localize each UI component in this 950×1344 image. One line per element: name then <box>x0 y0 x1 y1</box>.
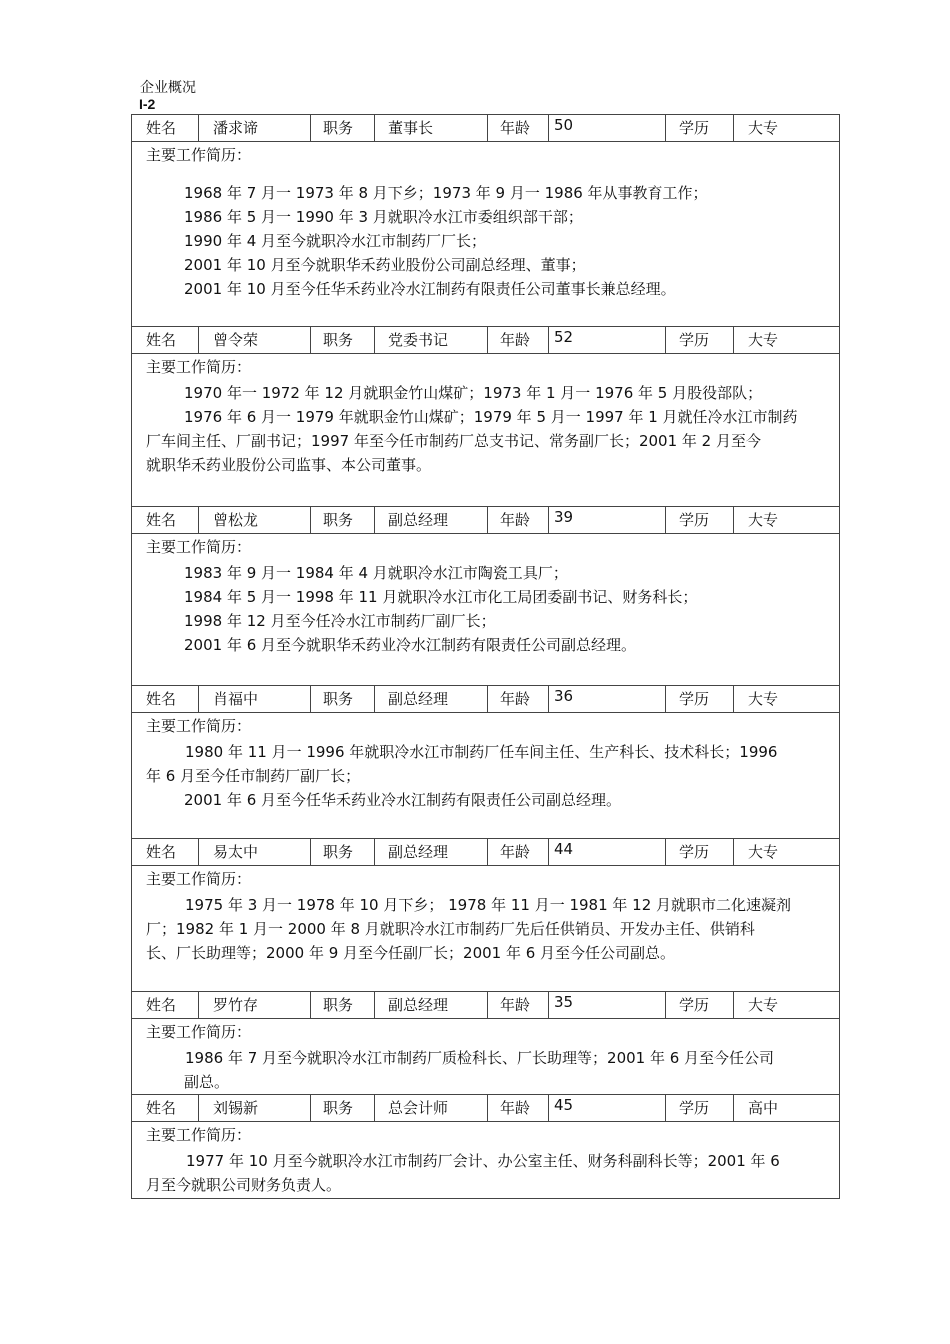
resume-line: 长、厂长助理等；2000 年 9 月至今任副厂长；2001 年 6 月至今任公司副总。 <box>146 944 676 962</box>
person-name: 刘锡新 <box>198 1095 310 1121</box>
resume-label: 主要工作简历： <box>146 358 252 376</box>
education-label: 学历 <box>665 992 733 1018</box>
person-age: 45 <box>548 1095 665 1121</box>
person-age: 39 <box>548 507 665 533</box>
position-label: 职务 <box>310 507 374 533</box>
resume-label: 主要工作简历： <box>146 538 252 556</box>
name-label: 姓名 <box>146 690 177 708</box>
person-header-row <box>132 991 839 1018</box>
age-label: 年龄 <box>487 839 548 865</box>
education-label: 学历 <box>665 1095 733 1121</box>
position-label: 职务 <box>310 992 374 1018</box>
person-position: 董事长 <box>374 115 487 141</box>
resume-line: 2001 年 6 月至今就职华禾药业冷水江制药有限责任公司副总经理。 <box>184 636 637 654</box>
resume-line: 1990 年 4 月至今就职冷水江市制药厂厂长； <box>184 232 487 250</box>
resume-line: 1977 年 10 月至今就职冷水江市制药厂会计、办公室主任、财务科副科长等；2001 年 6 <box>186 1152 780 1170</box>
person-age: 44 <box>548 839 665 865</box>
person-name: 潘求谛 <box>198 115 310 141</box>
person-education: 大专 <box>733 115 841 141</box>
person-header-row <box>132 506 839 533</box>
resume-label: 主要工作简历： <box>146 717 252 735</box>
resume-line: 1976 年 6 月一 1979 年就职金竹山煤矿；1979 年 5 月一 1997 年 1 月就任冷水江市制药 <box>184 408 798 426</box>
person-position: 副总经理 <box>374 507 487 533</box>
age-label: 年龄 <box>487 327 548 353</box>
person-name: 曾松龙 <box>198 507 310 533</box>
resume-line: 1983 年 9 月一 1984 年 4 月就职冷水江市陶瓷工具厂； <box>184 564 568 582</box>
name-label: 姓名 <box>146 511 177 529</box>
name-label: 姓名 <box>146 996 177 1014</box>
person-name: 易太中 <box>198 839 310 865</box>
person-age: 50 <box>548 115 665 141</box>
position-label: 职务 <box>310 327 374 353</box>
person-header-row <box>132 326 839 353</box>
person-position: 党委书记 <box>374 327 487 353</box>
person-age: 52 <box>548 327 665 353</box>
resume-cell <box>132 1018 839 1094</box>
age-label: 年龄 <box>487 115 548 141</box>
person-position: 副总经理 <box>374 992 487 1018</box>
resume-cell <box>132 865 839 991</box>
resume-line: 年 6 月至今任市制药厂副厂长； <box>146 767 361 785</box>
resume-label: 主要工作简历： <box>146 146 252 164</box>
education-label: 学历 <box>665 507 733 533</box>
position-label: 职务 <box>310 839 374 865</box>
name-label: 姓名 <box>146 331 177 349</box>
person-position: 副总经理 <box>374 839 487 865</box>
person-header-row <box>132 685 839 712</box>
person-education: 高中 <box>733 1095 841 1121</box>
position-label: 职务 <box>310 1095 374 1121</box>
resume-line: 1975 年 3 月一 1978 年 10 月下乡； 1978 年 11 月一 1981 年 12 月就职市二化速凝剂 <box>185 896 792 914</box>
person-header-row <box>132 838 839 865</box>
person-header-row <box>132 1094 839 1121</box>
resume-cell <box>132 1121 839 1198</box>
person-header-row <box>132 114 839 141</box>
resume-line: 1984 年 5 月一 1998 年 11 月就职冷水江市化工局团委副书记、财务科长； <box>184 588 698 606</box>
resume-cell <box>132 353 839 506</box>
person-education: 大专 <box>733 686 841 712</box>
resume-line: 就职华禾药业股份公司监事、本公司董事。 <box>146 456 432 474</box>
age-label: 年龄 <box>487 507 548 533</box>
resume-line: 1980 年 11 月一 1996 年就职冷水江市制药厂任车间主任、生产科长、技术科长；1996 <box>185 743 778 761</box>
age-label: 年龄 <box>487 992 548 1018</box>
age-label: 年龄 <box>487 686 548 712</box>
resume-line: 1986 年 7 月至今就职冷水江市制药厂质检科长、厂长助理等；2001 年 6 月至今任公司 <box>185 1049 775 1067</box>
education-label: 学历 <box>665 115 733 141</box>
resume-label: 主要工作简历： <box>146 870 252 888</box>
person-age: 35 <box>548 992 665 1018</box>
education-label: 学历 <box>665 839 733 865</box>
person-name: 曾令荣 <box>198 327 310 353</box>
resume-label: 主要工作简历： <box>146 1023 252 1041</box>
resume-label: 主要工作简历： <box>146 1126 252 1144</box>
resume-cell <box>132 712 839 838</box>
person-education: 大专 <box>733 992 841 1018</box>
resume-cell <box>132 533 839 685</box>
resume-line: 1998 年 12 月至今任冷水江市制药厂副厂长； <box>184 612 496 630</box>
resume-line: 1986 年 5 月一 1990 年 3 月就职冷水江市委组织部干部； <box>184 208 583 226</box>
resume-line: 厂车间主任、厂副书记；1997 年至今任市制药厂总支书记、常务副厂长；2001 年 2 月至今 <box>146 432 761 450</box>
position-label: 职务 <box>310 115 374 141</box>
resume-line: 2001 年 10 月至今就职华禾药业股份公司副总经理、董事； <box>184 256 586 274</box>
person-position: 副总经理 <box>374 686 487 712</box>
person-position: 总会计师 <box>374 1095 487 1121</box>
person-name: 肖福中 <box>198 686 310 712</box>
person-education: 大专 <box>733 507 841 533</box>
name-label: 姓名 <box>146 119 177 137</box>
age-label: 年龄 <box>487 1095 548 1121</box>
person-name: 罗竹存 <box>198 992 310 1018</box>
education-label: 学历 <box>665 327 733 353</box>
resume-line: 厂；1982 年 1 月一 2000 年 8 月就职冷水江市制药厂先后任供销员、开发办主任、供销科 <box>146 920 755 938</box>
resume-line: 1970 年一 1972 年 12 月就职金竹山煤矿；1973 年 1 月一 1976 年 5 月股役部队； <box>184 384 763 402</box>
person-education: 大专 <box>733 839 841 865</box>
name-label: 姓名 <box>146 1099 177 1117</box>
name-label: 姓名 <box>146 843 177 861</box>
page-code: I-2 <box>139 96 156 112</box>
position-label: 职务 <box>310 686 374 712</box>
resume-line: 1968 年 7 月一 1973 年 8 月下乡；1973 年 9 月一 1986 年从事教育工作； <box>184 184 708 202</box>
resume-cell <box>132 141 839 326</box>
section-title: 企业概况 <box>140 80 196 96</box>
education-label: 学历 <box>665 686 733 712</box>
personnel-table <box>131 114 840 1199</box>
person-education: 大专 <box>733 327 841 353</box>
person-age: 36 <box>548 686 665 712</box>
resume-line: 2001 年 10 月至今任华禾药业冷水江制药有限责任公司董事长兼总经理。 <box>184 280 676 298</box>
resume-line: 副总。 <box>184 1073 230 1091</box>
resume-line: 2001 年 6 月至今任华禾药业冷水江制药有限责任公司副总经理。 <box>184 791 622 809</box>
resume-line: 月至今就职公司财务负责人。 <box>146 1176 342 1194</box>
